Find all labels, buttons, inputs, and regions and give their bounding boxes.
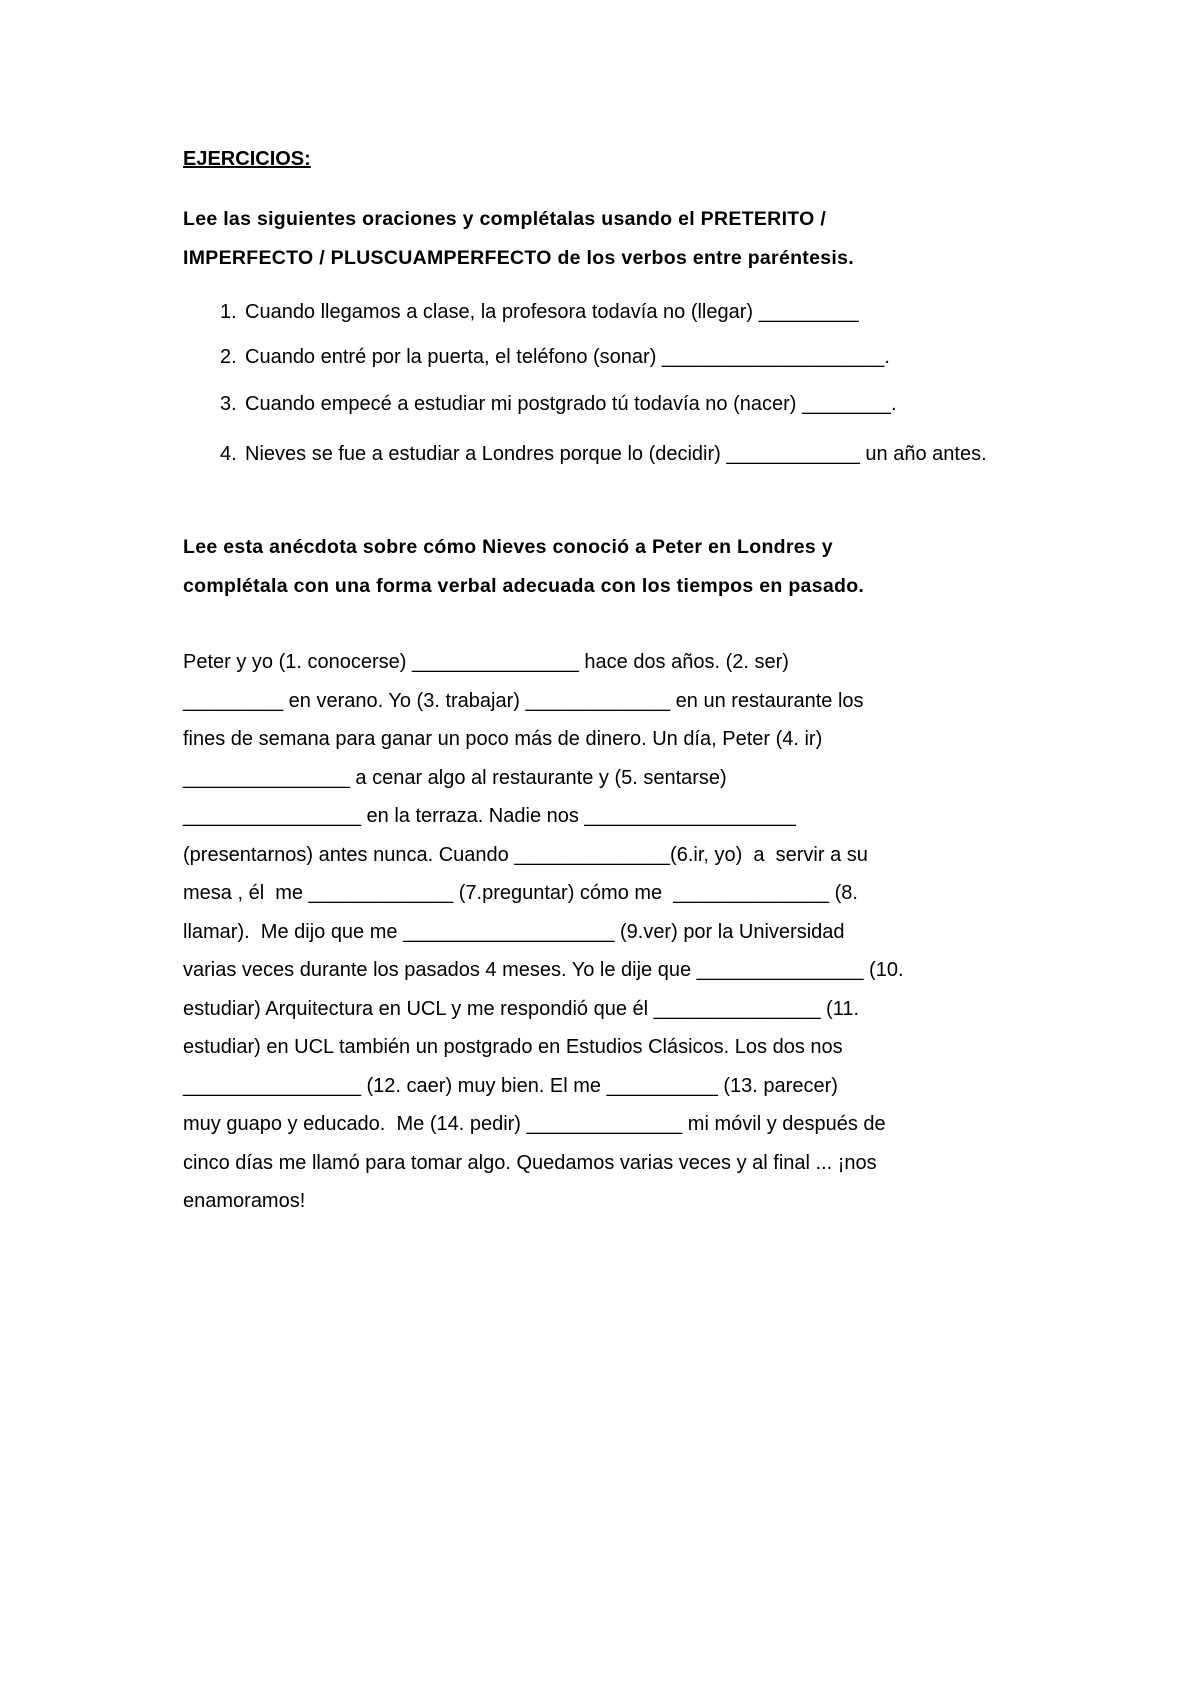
story-line: mesa , él me _____________ (7.preguntar) cómo me ______________ (8. [183,882,858,904]
story-line: ________________ (12. caer) muy bien. El me __________ (13. parecer) [183,1074,838,1097]
instructions-1-line: Lee las siguientes oraciones y complétalas usando el PRETERITO / [183,208,827,230]
exercise-text: Cuando empecé a estudiar mi postgrado tú todavía no (nacer) ________. [245,393,897,415]
story-line: enamoramos! [183,1190,306,1212]
story-line: varias veces durante los pasados 4 meses. Yo le dije que _______________ (10. [183,959,904,981]
story-line: cinco días me llamó para tomar algo. Quedamos varias veces y al final ... ¡nos [183,1151,877,1174]
exercise-item [220,392,1010,417]
instructions-2-line: complétala con una forma verbal adecuada con los tiempos en pasado. [183,575,865,597]
story-line: fines de semana para ganar un poco más de dinero. Un día, Peter (4. ir) [183,728,823,750]
exercise-text: Cuando llegamos a clase, la profesora todavía no (llegar) _________ [245,301,859,323]
instructions-2-line: Lee esta anécdota sobre cómo Nieves conoció a Peter en Londres y [183,536,833,558]
instructions-2 [183,528,1043,606]
story-paragraph [183,643,1043,1221]
story-line: Peter y yo (1. conocerse) _______________ hace dos años. (2. ser) [183,651,789,673]
instructions-1-line: IMPERFECTO / PLUSCUAMPERFECTO de los verbos entre paréntesis. [183,247,854,269]
story-line: _______________ a cenar algo al restaurante y (5. sentarse) [183,766,727,789]
exercise-item [220,345,1010,370]
exercise-number: 4. [220,443,237,465]
exercise-text: Nieves se fue a estudiar a Londres porque lo (decidir) ____________ un año antes. [245,443,987,465]
exercise-number: 3. [220,393,237,415]
instructions-1 [183,200,1043,278]
story-line: (presentarnos) antes nunca. Cuando ______________(6.ir, yo) a servir a su [183,843,868,866]
story-line: ________________ en la terraza. Nadie nos ___________________ [183,805,796,827]
story-line: estudiar) en UCL también un postgrado en Estudios Clásicos. Los dos nos [183,1036,843,1058]
page-title: EJERCICIOS: [183,148,311,170]
exercise-number: 2. [220,346,237,368]
exercise-item [220,442,1010,467]
exercise-number: 1. [220,301,237,323]
exercise-text: Cuando entré por la puerta, el teléfono (sonar) ____________________. [245,346,890,368]
story-line: _________ en verano. Yo (3. trabajar) _____________ en un restaurante los [183,689,864,712]
story-line: muy guapo y educado. Me (14. pedir) ______________ mi móvil y después de [183,1113,886,1135]
story-line: estudiar) Arquitectura en UCL y me respondió que él _______________ (11. [183,997,860,1020]
exercise-item [220,300,1010,325]
story-line: llamar). Me dijo que me ___________________ (9.ver) por la Universidad [183,920,845,943]
